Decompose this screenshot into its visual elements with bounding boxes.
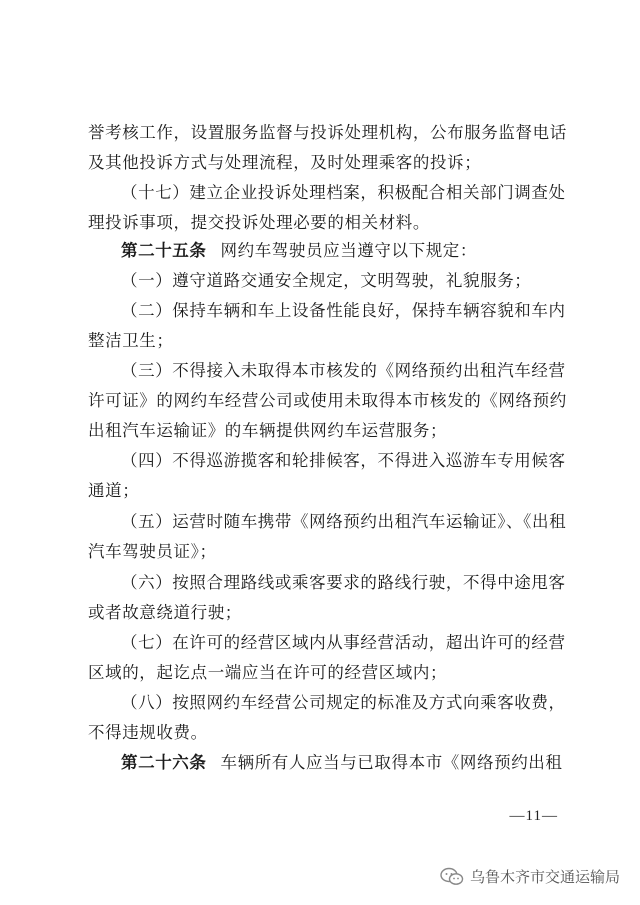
- page-number: —11—: [509, 808, 558, 824]
- wechat-icon: [440, 867, 464, 887]
- text-line: 汽车驾驶员证》；: [88, 542, 217, 561]
- text-line: 出租汽车运输证》的车辆提供网约车运营服务；: [88, 421, 448, 440]
- text-line: 车辆所有人应当与已取得本市《网络预约出租: [220, 753, 563, 772]
- text-line: 许可证》的网约车经营公司或使用未取得本市核发的《网络预约: [88, 391, 567, 410]
- watermark-text: 乌鲁木齐市交通运输局: [469, 868, 620, 886]
- text-line: （五）运营时随车携带《网络预约出租汽车运输证》、《出租: [121, 512, 567, 531]
- article-26-line: [121, 752, 563, 774]
- article-heading: 第二十六条: [121, 753, 207, 772]
- text-line: 整洁卫生；: [88, 331, 174, 350]
- article-heading: 第二十五条: [121, 241, 207, 260]
- text-line: （二）保持车辆和车上设备性能良好，保持车辆容貌和车内: [121, 301, 566, 320]
- text-line: 网约车驾驶员应当遵守以下规定：: [220, 241, 477, 260]
- text-line: 不得违规收费。: [88, 723, 208, 742]
- text-line: 及其他投诉方式与处理流程，及时处理乘客的投诉；: [88, 153, 482, 172]
- text-line: （十七）建立企业投诉处理档案，积极配合相关部门调查处: [121, 183, 566, 202]
- text-line: 誉考核工作，设置服务监督与投诉处理机构，公布服务监督电话: [88, 123, 567, 142]
- text-line: （一）遵守道路交通安全规定，文明驾驶，礼貌服务；: [121, 271, 532, 290]
- text-line: 理投诉事项，提交投诉处理必要的相关材料。: [88, 213, 430, 232]
- text-line: 区域的，起讫点一端应当在许可的经营区域内；: [88, 663, 448, 682]
- text-line: 或者故意绕道行驶；: [88, 603, 242, 622]
- text-line: （六）按照合理路线或乘客要求的路线行驶，不得中途甩客: [121, 573, 566, 592]
- watermark: [440, 866, 620, 887]
- text-line: （七）在许可的经营区域内从事经营活动，超出许可的经营: [121, 633, 566, 652]
- text-line: （八）按照网约车经营公司规定的标准及方式向乘客收费，: [121, 693, 566, 712]
- text-line: （四）不得巡游揽客和轮排候客，不得进入巡游车专用候客: [121, 451, 566, 470]
- article-25-line: [121, 240, 560, 262]
- text-line: 通道；: [88, 481, 140, 500]
- text-line: （三）不得接入未取得本市核发的《网络预约出租汽车经营: [121, 361, 566, 380]
